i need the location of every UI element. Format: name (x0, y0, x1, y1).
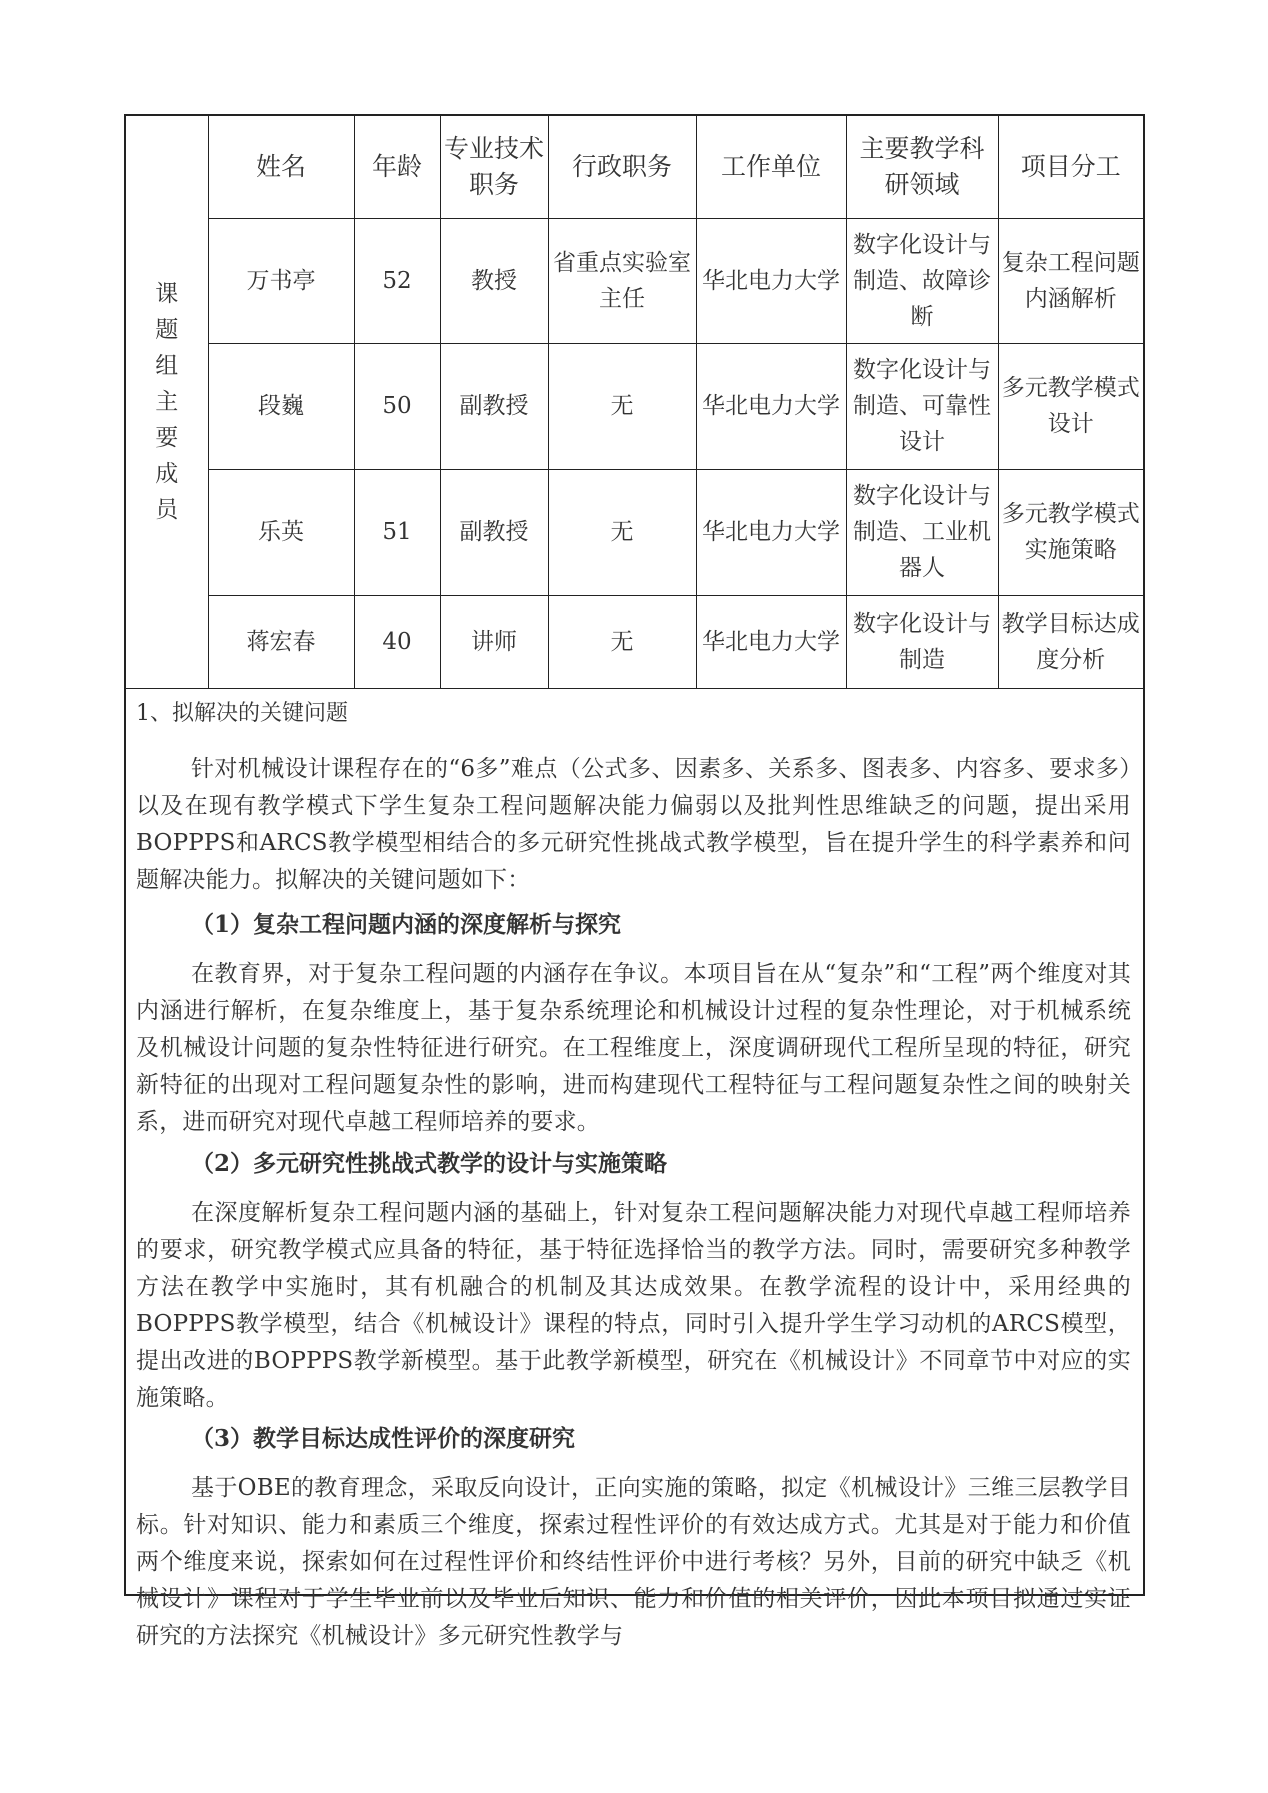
cell-age: 50 (354, 343, 440, 469)
header-age: 年龄 (354, 116, 440, 218)
cell-name: 万书亭 (208, 218, 354, 343)
cell-name: 蒋宏春 (208, 595, 354, 688)
cell-title: 讲师 (440, 595, 548, 688)
members-table (126, 116, 1143, 689)
cell-role: 教学目标达成度分析 (998, 595, 1143, 688)
header-name: 姓名 (208, 116, 354, 218)
cell-field: 数字化设计与制造、故障诊断 (846, 218, 998, 343)
subheading-1: （1）复杂工程问题内涵的深度解析与探究 (191, 911, 622, 938)
cell-field: 数字化设计与制造、工业机器人 (846, 469, 998, 595)
section-title: 1、拟解决的关键问题 (136, 701, 348, 726)
cell-role: 多元教学模式设计 (998, 343, 1143, 469)
cell-admin: 无 (548, 469, 696, 595)
paragraph-1: 在教育界，对于复杂工程问题的内涵存在争议。本项目旨在从“复杂”和“工程”两个维度对其内涵进行解析，在复杂维度上，基于复杂系统理论和机械设计过程的复杂性理论，对于机械系统及机械设计问题的复杂性特征进行研究。在工程维度上，深度调研现代工程所呈现的特征，研究新特征的出现对工程问题复杂性的影响，进而构建现代工程特征与工程问题复杂性之间的映射关系，进而研究对现代卓越工程师培养的要求。 (136, 961, 1131, 1135)
header-unit: 工作单位 (696, 116, 846, 218)
cell-unit: 华北电力大学 (696, 469, 846, 595)
cell-name: 乐英 (208, 469, 354, 595)
table-header-row (126, 116, 1143, 218)
cell-unit: 华北电力大学 (696, 595, 846, 688)
document-frame (124, 114, 1145, 1649)
subheading-2: （2）多元研究性挑战式教学的设计与实施策略 (191, 1150, 668, 1177)
table-row (126, 218, 1143, 343)
cell-unit: 华北电力大学 (696, 218, 846, 343)
header-field: 主要教学科研领域 (846, 116, 998, 218)
cell-admin: 无 (548, 595, 696, 688)
cell-title: 副教授 (440, 469, 548, 595)
header-admin: 行政职务 (548, 116, 696, 218)
table-row (126, 469, 1143, 595)
cell-unit: 华北电力大学 (696, 343, 846, 469)
cell-age: 40 (354, 595, 440, 688)
paragraph-3: 基于OBE的教育理念，采取反向设计，正向实施的策略，拟定《机械设计》三维三层教学目标。针对知识、能力和素质三个维度，探索过程性评价的有效达成方式。尤其是对于能力和价值两个维度来说，探索如何在过程性评价和终结性评价中进行考核？另外，目前的研究中缺乏《机械设计》课程对于学生毕业前以及毕业后知识、能力和价值的相关评价，因此本项目拟通过实证研究的方法探究《机械设计》多元研究性教学与 (136, 1475, 1131, 1649)
header-title: 专业技术职务 (440, 116, 548, 218)
cell-field: 数字化设计与制造 (846, 595, 998, 688)
cell-title: 副教授 (440, 343, 548, 469)
subheading-3: （3）教学目标达成性评价的深度研究 (191, 1425, 576, 1452)
table-row (126, 595, 1143, 688)
key-problems-section (126, 688, 1143, 1649)
header-role: 项目分工 (998, 116, 1143, 218)
cell-role: 多元教学模式实施策略 (998, 469, 1143, 595)
cell-admin: 无 (548, 343, 696, 469)
cell-field: 数字化设计与制造、可靠性设计 (846, 343, 998, 469)
cell-role: 复杂工程问题内涵解析 (998, 218, 1143, 343)
paragraph-2: 在深度解析复杂工程问题内涵的基础上，针对复杂工程问题解决能力对现代卓越工程师培养的要求，研究教学模式应具备的特征，基于特征选择恰当的教学方法。同时，需要研究多种教学方法在教学中实施时，其有机融合的机制及其达成效果。在教学流程的设计中，采用经典的BOPPPS教学模型，结合《机械设计》课程的特点，同时引入提升学生学习动机的ARCS模型，提出改进的BOPPPS教学新模型。基于此教学新模型，研究在《机械设计》不同章节中对应的实施策略。 (136, 1200, 1131, 1411)
cell-name: 段巍 (208, 343, 354, 469)
side-label: 课 题 组 主 要 成 员 (126, 116, 208, 688)
cell-age: 51 (354, 469, 440, 595)
cell-title: 教授 (440, 218, 548, 343)
table-row (126, 343, 1143, 469)
cell-age: 52 (354, 218, 440, 343)
cell-admin: 省重点实验室主任 (548, 218, 696, 343)
intro-paragraph: 针对机械设计课程存在的“6多”难点（公式多、因素多、关系多、图表多、内容多、要求多）以及在现有教学模式下学生复杂工程问题解决能力偏弱以及批判性思维缺乏的问题，提出采用BOPPPS和ARCS教学模型相结合的多元研究性挑战式教学模型，旨在提升学生的科学素养和问题解决能力。拟解决的关键问题如下： (136, 756, 1131, 893)
